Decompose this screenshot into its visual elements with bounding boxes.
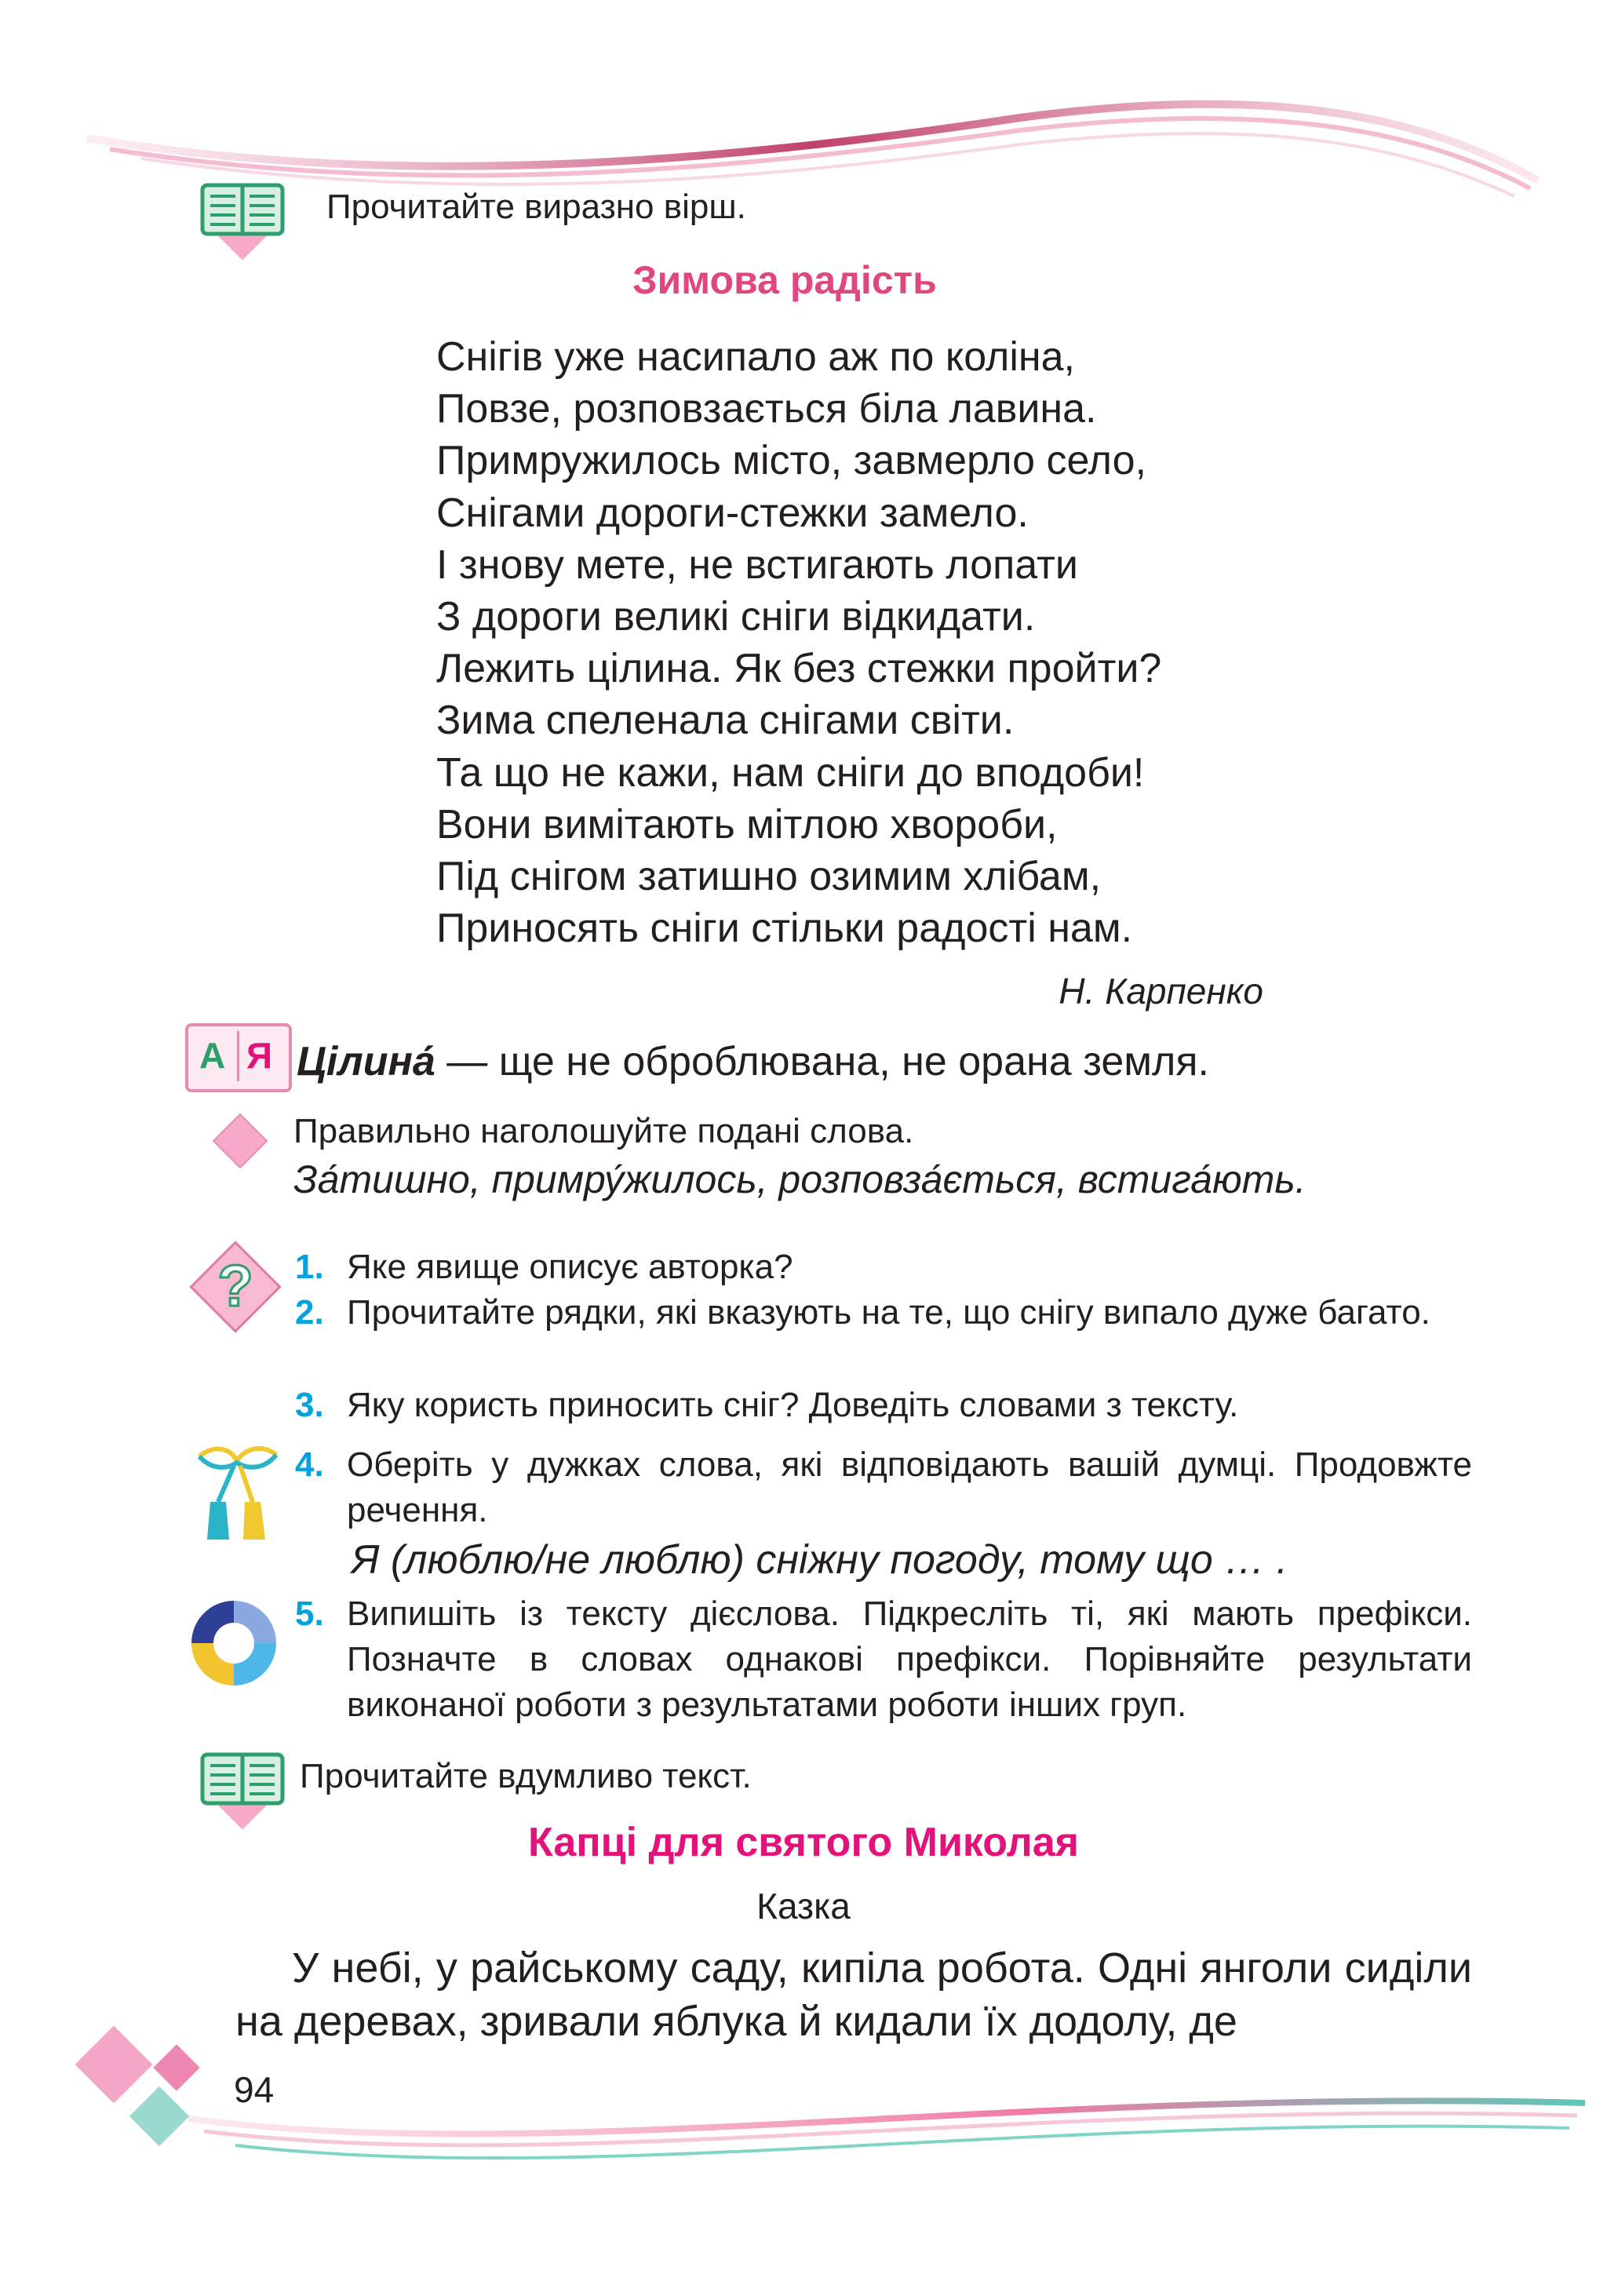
ribbon-tassels-icon: [188, 1439, 286, 1544]
instruction-read-expressive: Прочитайте виразно вірш.: [326, 188, 746, 226]
question-item: [295, 1290, 1472, 1336]
dictionary-letter-ya: Я: [246, 1035, 273, 1076]
poem-line: Приносять сніги стільки радості нам.: [436, 906, 1133, 952]
story-title: Капці для святого Миколая: [527, 1820, 1080, 1865]
question-text: Оберіть у дужках слова, які відповідають вашій думці. Продовжте речення.: [347, 1445, 1472, 1529]
vocabulary-definition: — ще не оброблювана, не орана земля.: [435, 1039, 1209, 1084]
page-number: 94: [234, 2069, 275, 2110]
poem-line: Повзе, розповзається біла лавина.: [436, 386, 1097, 432]
question-text: Яку користь приносить сніг? Доведіть словами з тексту.: [347, 1386, 1239, 1424]
question-number: 1.: [295, 1248, 324, 1286]
question-list: [295, 1245, 1472, 1731]
vocabulary-entry: [297, 1034, 1209, 1089]
question-text: Випишіть із тексту дієслова. Підкресліть ті, які мають префікси. Позначте в словах однакові префікси. Порівняйте результати виконаної роботи з результатами роботи інших груп.: [347, 1594, 1472, 1724]
story-genre: Казка: [756, 1886, 851, 1926]
question-item: [295, 1442, 1472, 1533]
svg-text:?: ?: [217, 1253, 253, 1318]
question-number: 5.: [295, 1594, 324, 1633]
question-mark-icon: [187, 1238, 284, 1336]
question-text: Прочитайте рядки, які вказують на те, що снігу випало дуже багато.: [347, 1293, 1430, 1332]
dictionary-icon: [185, 1023, 292, 1092]
poem-line: Та що не кажи, нам сніги до вподоби!: [436, 749, 1145, 796]
question-item: [295, 1591, 1472, 1728]
poem-line: З дороги великі сніги відкидати.: [436, 594, 1036, 640]
stress-words: За́тишно, примру́жилось, розповза́ється, встига́ють.: [293, 1157, 1306, 1201]
open-book-icon: [191, 174, 293, 262]
instruction-read-thoughtful: Прочитайте вдумливо текст.: [300, 1757, 752, 1795]
pink-diamond-icon: [209, 1110, 271, 1172]
poem-line: Вони вимітають мітлою хвороби,: [436, 801, 1058, 847]
poem-line: І знову мете, не встигають лопати: [436, 541, 1078, 588]
poem-line: Снігів уже насипало аж по коліна,: [436, 334, 1075, 380]
stress-instruction: Правильно наголошуйте подані слова.: [293, 1112, 914, 1150]
poem-line: Снігами дороги-стежки замело.: [436, 490, 1029, 536]
question-item: [295, 1383, 1472, 1428]
question-number: 2.: [295, 1293, 324, 1332]
dictionary-letter-a: А: [199, 1035, 226, 1076]
question-number: 3.: [295, 1386, 324, 1424]
bottom-swoosh: [188, 2101, 1585, 2158]
poem-body: [436, 331, 1161, 954]
vocabulary-term: Цілина́: [297, 1039, 435, 1084]
poem-author: Н. Карпенко: [1059, 971, 1263, 1011]
example-sentence: Я (люблю/не люблю) сніжну погоду, тому що … .: [352, 1537, 1288, 1583]
poem-line: Зима спеленала снігами світи.: [436, 698, 1015, 744]
question-item: [295, 1245, 1472, 1290]
question-text: Яке явище описує авторка?: [347, 1248, 793, 1286]
corner-diamonds: [75, 2026, 200, 2147]
poem-line: Під снігом затишно озимим хлібам,: [436, 854, 1102, 900]
poem-line: Лежить цілина. Як без стежки пройти?: [436, 646, 1162, 692]
story-text: У небі, у райському саду, кипіла робота. Одні янголи сиділи на деревах, зривали яблука й кидали їх додолу, де: [235, 1944, 1472, 2045]
color-ring-icon: [188, 1598, 279, 1689]
poem-title: Зимова радість: [632, 258, 937, 302]
top-swoosh: [86, 104, 1538, 196]
question-number: 4.: [295, 1445, 324, 1484]
poem-line: Примружилось місто, завмерло село,: [436, 438, 1146, 484]
